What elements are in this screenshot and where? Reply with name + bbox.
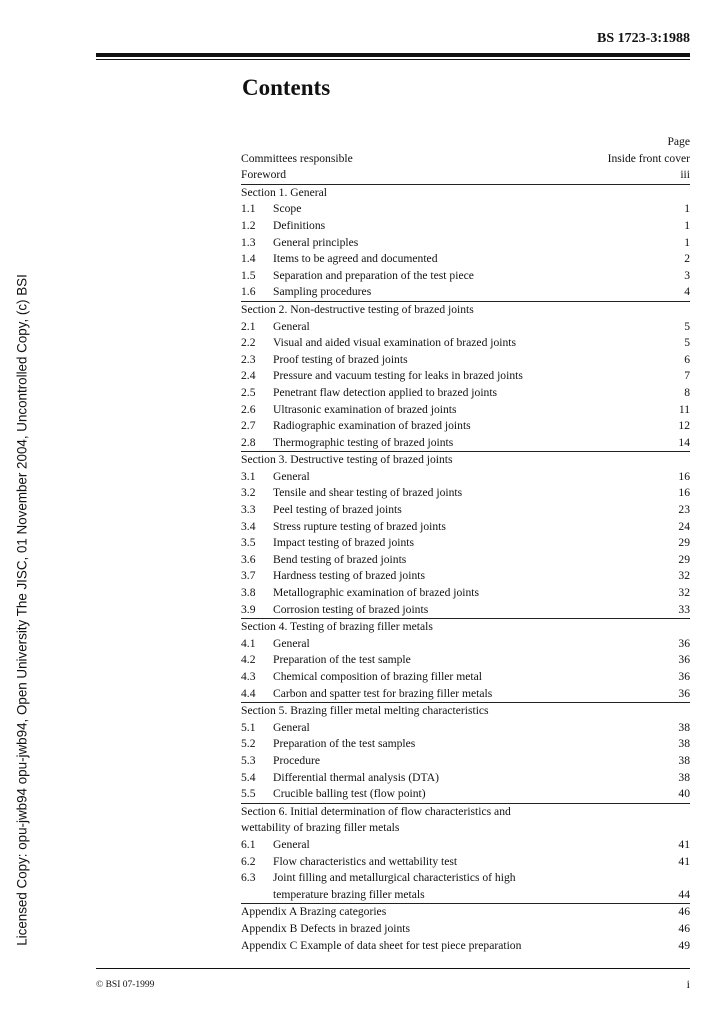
- table-of-contents: [241, 134, 690, 954]
- toc-entry-number: 2.6: [241, 402, 256, 416]
- toc-entry-page: 4: [684, 285, 690, 299]
- toc-entry-page: 29: [678, 536, 690, 550]
- toc-entry-page: 38: [678, 720, 690, 734]
- toc-entry-number: 5.2: [241, 737, 256, 751]
- toc-entry-page: 36: [678, 636, 690, 650]
- toc-entry-title: General: [273, 319, 310, 333]
- toc-entry[interactable]: [241, 786, 690, 803]
- toc-entry-title: Radiographic examination of brazed joints: [273, 419, 471, 433]
- toc-entry-title: Pressure and vacuum testing for leaks in brazed joints: [273, 369, 523, 383]
- toc-entry-number: 4.2: [241, 653, 256, 667]
- toc-entry-number: 2.2: [241, 336, 256, 350]
- toc-entry-page: 3: [684, 268, 690, 282]
- toc-entry-title: Thermographic testing of brazed joints: [273, 435, 454, 449]
- toc-entry-number: 1.5: [241, 268, 256, 282]
- toc-entry-number: 3.5: [241, 536, 256, 550]
- toc-entry-number: 4.4: [241, 686, 256, 700]
- toc-entry[interactable]: [241, 218, 690, 235]
- section-heading: [241, 820, 690, 837]
- toc-entry-page: 46: [678, 905, 690, 919]
- section-heading-text: Section 1. General: [241, 185, 327, 199]
- toc-entry-number: 4.1: [241, 636, 256, 650]
- toc-entry-page: 32: [678, 586, 690, 600]
- header-rule-thin: [96, 59, 690, 60]
- toc-entry-page: 7: [684, 369, 690, 383]
- toc-entry-page: 12: [678, 419, 690, 433]
- toc-entry[interactable]: [241, 837, 690, 854]
- toc-entry[interactable]: [241, 535, 690, 552]
- toc-entry-title: Ultrasonic examination of brazed joints: [273, 402, 457, 416]
- toc-entry-number: 1.2: [241, 218, 256, 232]
- toc-entry[interactable]: [241, 854, 690, 871]
- toc-entry-page: 8: [684, 385, 690, 399]
- toc-entry-number: 5.1: [241, 720, 256, 734]
- toc-entry[interactable]: [241, 368, 690, 385]
- toc-entry-page: iii: [680, 168, 690, 182]
- toc-entry-title: Carbon and spatter test for brazing filler metals: [273, 686, 493, 700]
- toc-entry[interactable]: [241, 602, 690, 619]
- toc-entry[interactable]: [241, 485, 690, 502]
- toc-entry-title: Separation and preparation of the test piece: [273, 268, 474, 282]
- toc-entry-title: Peel testing of brazed joints: [273, 503, 402, 517]
- license-sidebar: Licensed Copy: opu-jwb94 opu-jwb94, Open University The JISC, 01 November 2004, Uncontrolled Copy, (c) BSI: [14, 274, 30, 946]
- section-heading: [241, 185, 690, 202]
- toc-entry-title: Procedure: [273, 753, 320, 767]
- toc-entry[interactable]: [241, 921, 690, 938]
- section-heading: [241, 452, 690, 469]
- toc-entry-number: 3.1: [241, 469, 256, 483]
- document-code: BS 1723-3:1988: [597, 31, 690, 46]
- section-heading: [241, 804, 690, 821]
- toc-entry-title: Impact testing of brazed joints: [273, 536, 415, 550]
- section-heading: [241, 703, 690, 720]
- appendix-title: Appendix A Brazing categories: [241, 905, 387, 919]
- toc-entry-title: General: [273, 636, 310, 650]
- toc-entry-page: 16: [678, 486, 690, 500]
- toc-entry-title: Joint filling and metallurgical characteristics of high: [273, 871, 516, 885]
- toc-entry[interactable]: [241, 502, 690, 519]
- toc-entry-number: 1.3: [241, 235, 256, 249]
- section-heading-text: Section 3. Destructive testing of brazed joints: [241, 453, 453, 467]
- footer-copyright: © BSI 07-1999: [96, 980, 155, 990]
- toc-entry[interactable]: [241, 385, 690, 402]
- toc-entry-title: General: [273, 469, 310, 483]
- toc-entry-title: Tensile and shear testing of brazed joints: [273, 486, 463, 500]
- toc-entry-number: 5.5: [241, 787, 256, 801]
- toc-entry-page: 36: [678, 670, 690, 683]
- toc-entry-page: 49: [678, 938, 690, 952]
- toc-entry[interactable]: [241, 904, 690, 921]
- toc-entry-title: Definitions: [273, 218, 326, 232]
- toc-entry-page: 6: [684, 352, 690, 366]
- toc-entry-page: 38: [678, 737, 690, 751]
- toc-entry-page: 41: [678, 854, 690, 868]
- toc-entry-number: 2.4: [241, 369, 256, 383]
- toc-entry-page: 5: [684, 336, 690, 350]
- toc-entry[interactable]: [241, 720, 690, 737]
- toc-entry-page: 40: [678, 787, 690, 801]
- appendix-title: Appendix C Example of data sheet for test piece preparation: [241, 938, 522, 952]
- toc-entry[interactable]: [241, 352, 690, 369]
- toc-entry-number: 3.7: [241, 569, 256, 583]
- section-heading: [241, 302, 690, 319]
- toc-entry[interactable]: [241, 418, 690, 435]
- toc-entry[interactable]: [241, 870, 690, 887]
- toc-entry-title: Visual and aided visual examination of brazed joints: [273, 336, 517, 350]
- toc-entry-title: General principles: [273, 235, 359, 249]
- toc-entry-title: Flow characteristics and wettability test: [273, 854, 458, 868]
- toc-entry-number: 3.9: [241, 602, 256, 616]
- toc-entry-title: Committees responsible: [241, 151, 353, 165]
- toc-entry-title: Bend testing of brazed joints: [273, 552, 407, 566]
- toc-entry[interactable]: [241, 669, 690, 686]
- page-column-header: [241, 134, 690, 151]
- toc-entry-page: 36: [678, 653, 690, 667]
- toc-entry-title: temperature brazing filler metals: [273, 887, 425, 901]
- toc-entry-page: 1: [684, 218, 690, 232]
- toc-entry-page: 36: [678, 686, 690, 700]
- appendix-title: Appendix B Defects in brazed joints: [241, 921, 411, 935]
- toc-entry-page: 11: [678, 402, 690, 416]
- toc-entry[interactable]: [241, 469, 690, 486]
- toc-entry-number: 5.4: [241, 770, 256, 784]
- toc-entry[interactable]: [241, 652, 690, 669]
- toc-entry[interactable]: [241, 568, 690, 585]
- toc-entry[interactable]: [241, 151, 690, 168]
- footer-rule: [96, 968, 690, 969]
- toc-entry-number: 1.4: [241, 252, 256, 266]
- toc-entry-number: 4.3: [241, 670, 256, 683]
- toc-entry[interactable]: [241, 435, 690, 452]
- toc-entry-title: Penetrant flaw detection applied to brazed joints: [273, 385, 498, 399]
- section-heading-text: Section 5. Brazing filler metal melting characteristics: [241, 704, 489, 718]
- toc-entry-number: 3.6: [241, 552, 256, 566]
- section-heading-text: Section 6. Initial determination of flow characteristics and: [241, 804, 511, 818]
- toc-entry-title: Metallographic examination of brazed joints: [273, 586, 480, 600]
- toc-entry-page: 23: [678, 503, 690, 517]
- toc-entry[interactable]: [241, 319, 690, 336]
- toc-entry-page: 38: [678, 753, 690, 767]
- page-title: Contents: [242, 75, 331, 100]
- toc-entry[interactable]: [241, 167, 690, 184]
- section-heading: [241, 619, 690, 636]
- toc-entry[interactable]: [241, 519, 690, 536]
- toc-entry-title: Corrosion testing of brazed joints: [273, 602, 429, 616]
- toc-entry-title: Crucible balling test (flow point): [273, 787, 426, 801]
- toc-entry[interactable]: [241, 736, 690, 753]
- toc-entry-page: 5: [684, 319, 690, 333]
- toc-entry[interactable]: [241, 636, 690, 653]
- toc-entry[interactable]: [241, 770, 690, 787]
- toc-entry-title: Chemical composition of brazing filler metal: [273, 670, 482, 683]
- toc-entry-title: Proof testing of brazed joints: [273, 352, 408, 366]
- toc-entry[interactable]: [241, 887, 690, 904]
- page-label: Page: [667, 135, 690, 148]
- toc-entry-page: 32: [678, 569, 690, 583]
- toc-entry[interactable]: [241, 251, 690, 268]
- toc-entry-page: 24: [678, 519, 690, 533]
- toc-entry[interactable]: [241, 585, 690, 602]
- toc-entry[interactable]: [241, 284, 690, 301]
- toc-entry[interactable]: [241, 402, 690, 419]
- toc-entry-title: Scope: [273, 202, 302, 216]
- toc-entry-page: 41: [678, 837, 690, 851]
- toc-entry-page: 16: [678, 469, 690, 483]
- toc-entry[interactable]: [241, 938, 690, 955]
- toc-entry-number: 1.6: [241, 285, 256, 299]
- toc-entry-title: Preparation of the test samples: [273, 737, 416, 751]
- toc-entry-number: 2.5: [241, 385, 256, 399]
- toc-entry[interactable]: [241, 686, 690, 703]
- toc-entry-number: 6.3: [241, 871, 256, 885]
- toc-entry-title: Items to be agreed and documented: [273, 252, 438, 266]
- toc-entry-title: General: [273, 837, 310, 851]
- header-rule-thick: [96, 53, 690, 57]
- toc-entry-title: Differential thermal analysis (DTA): [273, 770, 439, 784]
- toc-entry-page: 44: [678, 887, 690, 901]
- toc-entry-number: 2.7: [241, 419, 256, 433]
- toc-entry-page: 1: [684, 235, 690, 249]
- section-heading-text: wettability of brazing filler metals: [241, 821, 400, 835]
- toc-entry-title: Foreword: [241, 168, 287, 182]
- toc-entry-page: 2: [684, 252, 690, 266]
- footer-page-number: i: [686, 977, 690, 991]
- toc-entry[interactable]: [241, 335, 690, 352]
- toc-entry-title: Stress rupture testing of brazed joints: [273, 519, 446, 533]
- toc-entry-number: 6.1: [241, 837, 256, 851]
- section-heading-text: Section 4. Testing of brazing filler metals: [241, 620, 433, 634]
- toc-entry-number: 3.8: [241, 586, 256, 600]
- toc-entry-number: 3.2: [241, 486, 256, 500]
- toc-entry-page: 46: [678, 921, 690, 935]
- toc-entry[interactable]: [241, 753, 690, 770]
- toc-entry-title: Sampling procedures: [273, 285, 372, 299]
- section-heading-text: Section 2. Non-destructive testing of brazed joints: [241, 302, 474, 316]
- toc-entry-title: Hardness testing of brazed joints: [273, 569, 425, 583]
- toc-entry-page: 14: [678, 435, 690, 449]
- toc-entry[interactable]: [241, 235, 690, 252]
- toc-entry-number: 6.2: [241, 854, 256, 868]
- toc-entry-page: 1: [684, 202, 690, 216]
- toc-entry-number: 5.3: [241, 753, 256, 767]
- toc-entry[interactable]: [241, 201, 690, 218]
- toc-entry-number: 2.8: [241, 435, 256, 449]
- toc-entry-number: 2.1: [241, 319, 256, 333]
- toc-entry[interactable]: [241, 268, 690, 285]
- toc-entry-number: 2.3: [241, 352, 256, 366]
- toc-entry-page: 29: [678, 552, 690, 566]
- toc-entry-number: 3.3: [241, 503, 256, 517]
- toc-entry-page: 38: [678, 770, 690, 784]
- toc-entry-number: 3.4: [241, 519, 256, 533]
- toc-entry[interactable]: [241, 552, 690, 569]
- toc-entry-page: 33: [678, 602, 690, 616]
- toc-entry-title: General: [273, 720, 310, 734]
- toc-entry-number: 1.1: [241, 202, 256, 216]
- toc-entry-page: Inside front cover: [607, 151, 690, 165]
- toc-entry-title: Preparation of the test sample: [273, 653, 411, 667]
